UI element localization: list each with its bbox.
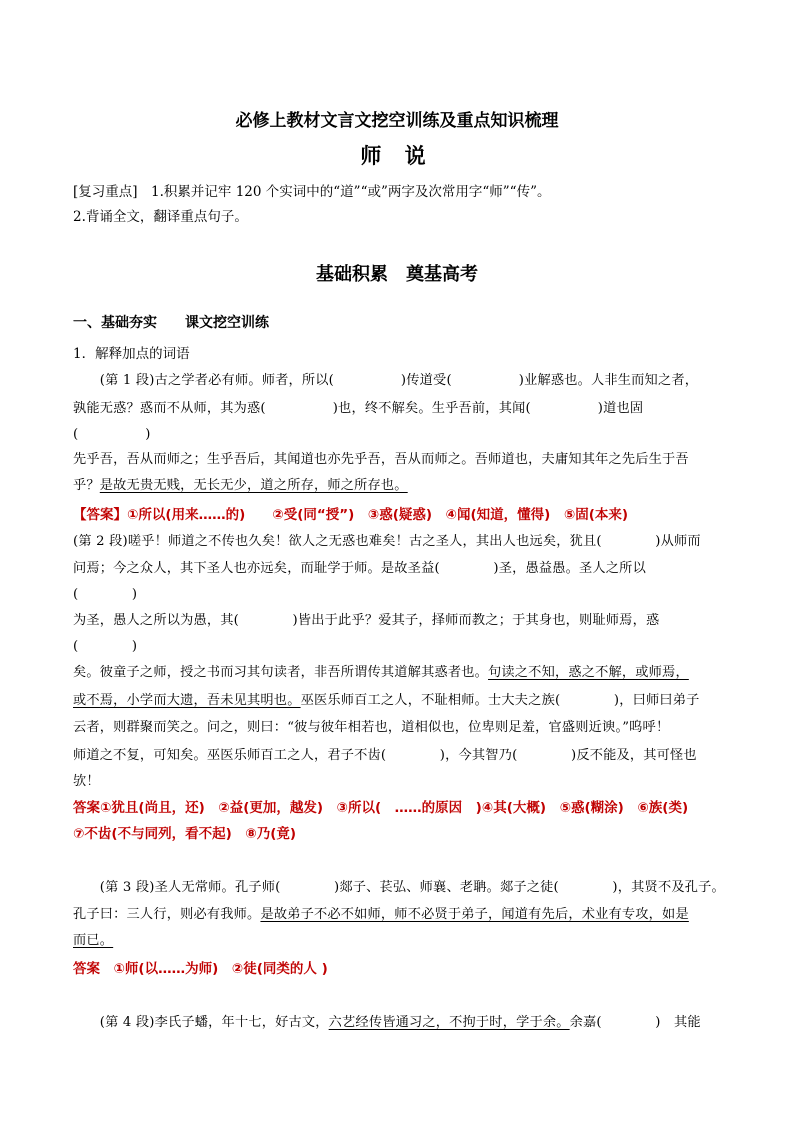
- para1-line: ( ): [73, 427, 151, 442]
- para4-text-tail: 余嘉( ) 其能: [569, 1015, 701, 1030]
- answer-label: 答案: [73, 961, 100, 977]
- review-points-2: 2.背诵全文，翻译重点句子。: [73, 209, 248, 225]
- para1-line: 孰能无惑？惑而不从师，其为惑( )也，终不解矣。生乎吾前，其闻( )道也固: [73, 401, 644, 416]
- para2-line: (第 2 段)嗟乎！师道之不传也久矣！欲人之无惑也难矣！古之圣人，其出人也远矣，犹且( )从师而: [73, 534, 701, 549]
- para2-answer: 答案①犹且(尚且，还) ②益(更加，越发) ③所以( ……的原因 )④其(大概) ⑤惑(糊涂) ⑥族(类): [73, 800, 689, 816]
- document-subtitle: 师 说: [360, 144, 434, 168]
- para1-text: 乎？: [73, 478, 100, 493]
- para4-text: (第 4 段)李氏子蟠，年十七，好古文，: [73, 1015, 329, 1030]
- para4-line: [73, 1011, 701, 1030]
- para2-key-sentence: 句读之不知，惑之不解，或师焉，: [488, 665, 689, 680]
- para2-line: [73, 661, 689, 680]
- para2-line: 师道之不复，可知矣。巫医乐师百工之人，君子不齿( )，今其智乃( )反不能及，其可怪也: [73, 748, 697, 763]
- para3-key-sentence: 是故弟子不必不如师，师不必贤于弟子，闻道有先后，术业有专攻，如是: [260, 907, 689, 922]
- para3-key-sentence: 而已。: [73, 933, 114, 948]
- section-title: 一、基础夯实 课文挖空训练: [73, 315, 269, 331]
- para3-text: 孔子曰：三人行，则必有我师。: [73, 907, 261, 922]
- para2-line: 为圣，愚人之所以为愚，其( )皆出于此乎？爱其子，择师而教之；于其身也，则耻师焉，惑: [73, 613, 660, 628]
- para3-line: [73, 903, 689, 922]
- para2-line: ( ): [73, 639, 138, 654]
- para2-line: 欤！: [73, 774, 100, 789]
- para3-line: [73, 929, 113, 948]
- para2-line: 问焉；今之众人，其下圣人也亦远矣，而耻学于师。是故圣益( )圣，愚益愚。圣人之所以: [73, 561, 646, 576]
- para2-text: 矣。彼童子之师，授之书而习其句读者，非吾所谓传其道解其惑者也。: [73, 665, 489, 680]
- para1-line: (第 1 段)古之学者必有师。师者，所以( )传道受( )业解惑也。人非生而知之者，: [73, 373, 699, 388]
- para3-answer: [73, 957, 328, 977]
- para2-line: 云者，则群聚而笑之。问之，则曰：“彼与彼年相若也，道相似也，位卑则足羞，官盛则近谀。”呜呼！: [73, 720, 670, 735]
- answer-text: ①师(以……为师) ②徒(同类的人 ): [100, 961, 328, 977]
- para2-line: [73, 689, 700, 708]
- para1-key-sentence: 是故无贵无贱，无长无少，道之所存，师之所存也。: [99, 478, 408, 493]
- question-heading: 1．解释加点的词语: [73, 346, 190, 362]
- section-heading: 基础积累 奠基高考: [316, 264, 478, 285]
- para1-line: [73, 474, 408, 493]
- para3-line: (第 3 段)圣人无常师。孔子师( )郯子、苌弘、师襄、老聃。郯子之徒( )，其贤不及孔子。: [73, 880, 725, 895]
- para2-answer-2: ⑦不齿(不与同列，看不起) ⑧乃(竟): [73, 826, 297, 842]
- para1-answer: 【答案】①所以(用来……的) ②受(同“授”) ③惑(疑惑) ④闻(知道，懂得) ⑤固(本来): [73, 507, 629, 523]
- review-points: [复习重点] 1.积累并记牢 120 个实词中的“道”“或”两字及次常用字“师”“传”。: [73, 184, 551, 200]
- para2-line: ( ): [73, 587, 138, 602]
- para1-line: 先乎吾，吾从而师之；生乎吾后，其闻道也亦先乎吾，吾从而师之。吾师道也，夫庸知其年之先后生于吾: [73, 452, 689, 467]
- para4-key-sentence: 六艺经传皆通习之，不拘于时，学于余。: [328, 1015, 570, 1030]
- document-title: 必修上教材文言文挖空训练及重点知识梳理: [235, 111, 559, 131]
- para2-key-sentence: 或不焉，小学而大遗，吾未见其明也。: [73, 693, 301, 708]
- para2-text: 巫医乐师百工之人，不耻相师。士大夫之族( )，曰师曰弟子: [300, 693, 700, 708]
